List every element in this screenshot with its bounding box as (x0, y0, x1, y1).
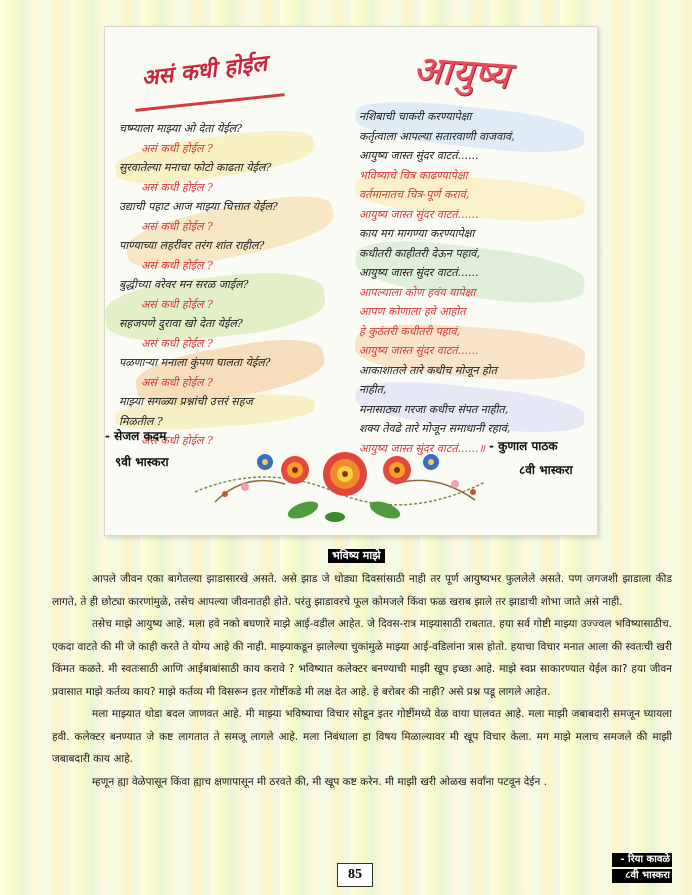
poem-line: आयुष्य जास्त सुंदर वाटतं...... (359, 266, 479, 279)
page-number: 85 (337, 863, 373, 887)
poem-line: असं कधी होईल ? (141, 297, 213, 311)
poem-line: आपल्याला कोण हवंय यापेक्षा (359, 285, 476, 299)
flower-decoration-icon (185, 422, 505, 534)
poem-line: पळणाऱ्या मनाला कुंपण घालता येईल? (119, 356, 271, 369)
right-poem (359, 107, 589, 458)
poem-line: सहजपणे दुरावा खो देता येईल? (119, 317, 243, 330)
poem-line: असं कधी होईल ? (141, 258, 213, 272)
poem-line: हे कुठंतरी कधीतरी पहावं, (359, 324, 461, 338)
left-poem-title: असं कधी होईल (140, 50, 269, 92)
article-author-class: ८वी भास्करा (612, 869, 672, 883)
poem-line: सुरवातेल्या मनाचा फोटो काढता येईल? (119, 161, 272, 174)
article-paragraph: म्हणून ह्या वेळेपासून किंवा ह्याच क्षणापासून मी ठरवते की, मी खूप कष्ट करेन. मी माझी खरी ओळख सर्वांना पटवून देईन . (92, 775, 547, 788)
left-poem-author: - सेजल कदम (105, 429, 167, 443)
right-poem-author: - कुणाल पाठक (489, 439, 558, 453)
article-author (612, 853, 672, 885)
poem-line: आयुष्य जास्त सुंदर वाटतं...... (359, 207, 479, 221)
poem-line: आयुष्य जास्त सुंदर वाटतं......॥ (359, 441, 486, 455)
article-paragraph: मला माझ्यात थोडा बदल जाणवत आहे. मी माझ्या भविष्याचा विचार सोडून इतर गोष्टींमध्ये वेळ वाया घालवत आहे. मला माझी जबाबदारी समजून घ्यायला हवी. कलेक्टर बनण्यात जे कष्ट लागतात ते समजू लागले आहे. मला निबंधाला हा विषय मिळाल्यावर मी खूप विचार केला. मग माझे मलाच समजले की माझी जबाबदारी काय आहे. (52, 708, 672, 765)
poem-line: असं कधी होईल ? (141, 375, 213, 389)
poem-line: शक्य तेवढे तारे मोजून समाधानी रहावं, (359, 422, 511, 435)
poem-poster (104, 26, 598, 536)
poem-line: नाहीत, (359, 383, 387, 396)
poem-line: कर्तृत्वाला आपल्या सतारवाणी वाजवावं, (359, 129, 515, 143)
poem-line: आयुष्य जास्त सुंदर वाटतं...... (359, 344, 479, 357)
poem-line: चष्म्याला माझ्या ओ देता येईल? (119, 122, 243, 135)
article-paragraph: आपले जीवन एका बागेतल्या झाडासारखे असते. असे झाड जे थोड्या दिवसांसाठी नाही तर पूर्ण आयुष्यभर फुललेले असते. पण जगजशी झाडाला कीड लागते, ते ही छोट्या कारणांमुळे, तसेच आपल्या जीवनातही होते. परंतु झाडावरचे फूल कोमजले किंवा फळ खराब झाले तर झाडाची शोभा जाते असे नाही. (52, 573, 672, 608)
poem-line: वर्तमानातच चित्र-पूर्ण करावं, (359, 188, 470, 201)
title-underline (135, 93, 284, 112)
left-poem-class: ९वी भास्करा (115, 455, 169, 469)
poem-line: आयुष्य जास्त सुंदर वाटतं...... (359, 149, 479, 162)
poem-line: असं कधी होईल ? (141, 336, 213, 350)
poem-line: असं कधी होईल ? (141, 434, 213, 447)
poem-line: बुद्धीच्या वरेवर मन सरळ जाईल? (119, 278, 249, 291)
poem-line: पाण्याच्या लहरींवर तरंग शांत राहील? (119, 239, 265, 252)
right-poem-class: ८वी भास्करा (519, 463, 573, 477)
poem-line: आकाशातले तारे कधीच मोजून होत (359, 363, 497, 377)
article-body (52, 568, 672, 793)
poem-line: असं कधी होईल ? (141, 180, 213, 194)
poem-line: काय मग मागण्या करण्यापेक्षा (359, 227, 475, 240)
poem-line: माझ्या सगळ्या प्रश्नांची उत्तरं सहज (119, 395, 253, 408)
poem-line: भविष्याचे चित्र काढण्यापेक्षा (359, 168, 468, 182)
poem-line: कधीतरी काहीतरी देऊन पहावं, (359, 246, 480, 260)
poem-line: आपण कोणाला हवे आहोत (359, 305, 466, 318)
poem-line: मनासाठ्या गरजा कधीच संपत नाहीत, (359, 402, 509, 416)
poem-line: मिळतील ? (119, 414, 163, 428)
poem-line: नशिबाची चाकरी करण्यापेक्षा (359, 110, 472, 123)
poem-line: असं कधी होईल ? (141, 141, 213, 155)
right-poem-title: आयुष्य (411, 46, 511, 98)
article-author-name: - रिया कावळे (612, 853, 672, 867)
article-heading: भविष्य माझे (328, 549, 385, 563)
article-paragraph: तसेच माझे आयुष्य आहे. मला हवे नको बघणारे माझे आई-वडील आहेत. जे दिवस-रात्र माझ्यासाठी राबतात. हया सर्व गोष्टी माझ्या उज्ज्वल भविष्यासाठीच. एकदा वाटते की मी जे काही करते ते योग्य आहे की नाही. माझ्याकडून झालेल्या चुकांमुळे माझ्या आई-वडिलांना त्रास होतो. हयाचा विचार मनात आला की स्वतःची खरी किंमत कळते. मी स्वतःसाठी आणि आईबाबांसाठी काय करावे ? भविष्यात कलेक्टर बनण्याची माझी खूप इच्छा आहे. माझे स्वप्न साकारण्यात येईल का? हया जीवन प्रवासात माझे कर्तव्य काय? माझे कर्तव्य मी विसरून इतर गोष्टींकडे मी लक्ष देत आहे. हे बरोबर की नाही? असे प्रश्न पडू लागले आहेत. (52, 618, 672, 698)
poem-line: उद्याची पहाट आज माझ्या चित्तात येईल? (119, 200, 278, 213)
left-poem (119, 119, 345, 451)
poem-line: असं कधी होईल ? (141, 219, 213, 233)
